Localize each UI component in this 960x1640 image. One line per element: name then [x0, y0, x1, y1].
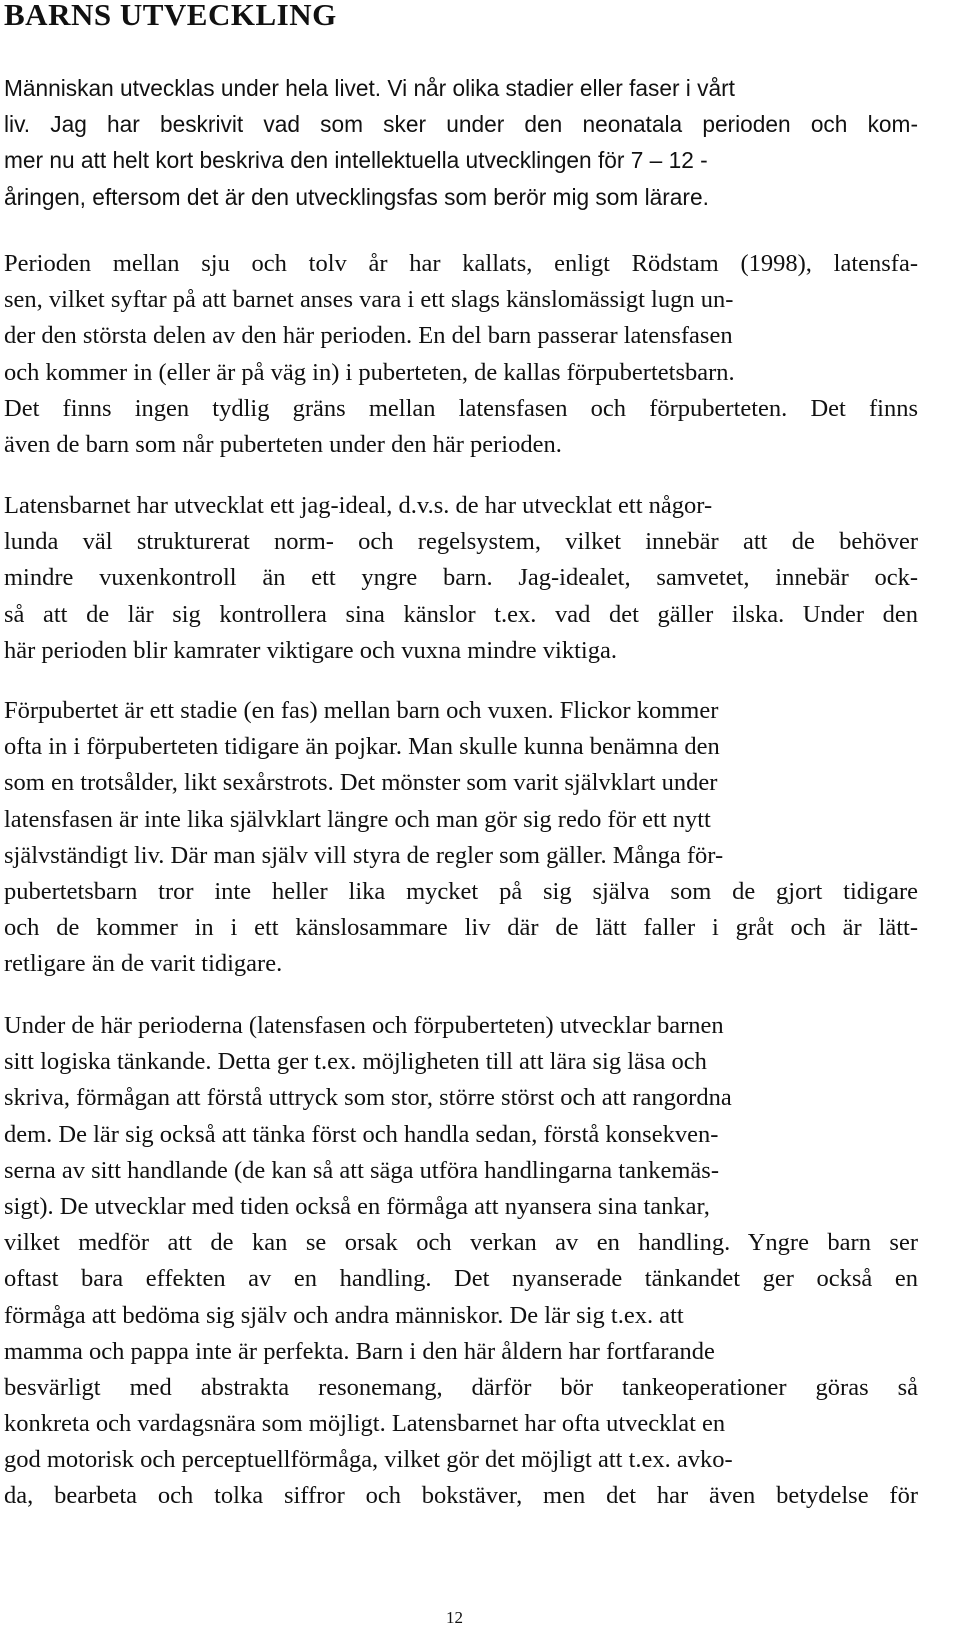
- paragraph-line: da, bearbeta och tolka siffror och bokstäver, men det har även betydelse för: [4, 1482, 918, 1510]
- paragraph-line: vilket medför att de kan se orsak och verkan av en handling. Yngre barn ser: [4, 1229, 918, 1257]
- paragraph-line: god motorisk och perceptuellförmåga, vilket gör det möjligt att t.ex. avko-: [4, 1446, 733, 1474]
- paragraph-line: Människan utvecklas under hela livet. Vi når olika stadier eller faser i vårt: [4, 75, 735, 101]
- paragraph-line: skriva, förmågan att förstå uttryck som stor, större störst och att rangordna: [4, 1084, 732, 1112]
- paragraph-line: oftast bara effekten av en handling. Det nyanserade tänkandet ger också en: [4, 1265, 918, 1293]
- paragraph-line: sitt logiska tänkande. Detta ger t.ex. möjligheten till att lära sig läsa och: [4, 1048, 707, 1076]
- paragraph-line: som en trotsålder, likt sexårstrots. Det mönster som varit självklart under: [4, 769, 718, 797]
- paragraph-line: Under de här perioderna (latensfasen och förpuberteten) utvecklar barnen: [4, 1012, 724, 1039]
- paragraph-line: även de barn som når puberteten under den här perioden.: [4, 430, 562, 458]
- paragraph-line: och de kommer in i ett känslosammare liv där de lätt faller i gråt och är lätt-: [4, 914, 918, 942]
- paragraph-line: Förpubertet är ett stadie (en fas) mellan barn och vuxen. Flickor kommer: [4, 697, 719, 724]
- paragraph-line: mer nu att helt kort beskriva den intellektuella utvecklingen för 7 – 12 -: [4, 147, 708, 174]
- paragraph-logical-thinking: [4, 1008, 918, 1515]
- paragraph-line: självständigt liv. Där man själv vill styra de regler som gäller. Många för-: [4, 841, 724, 869]
- paragraph-line: sen, vilket syftar på att barnet anses vara i ett slags känslomässigt lugn un-: [4, 286, 734, 314]
- paragraph-line: lunda väl strukturerat norm- och regelsystem, vilket innebär att de behöver: [4, 528, 918, 556]
- paragraph-line: pubertetsbarn tror inte heller lika mycket på sig själva som de gjort tidigare: [4, 877, 918, 905]
- paragraph-line: förmåga att bedöma sig själv och andra människor. De lär sig t.ex. att: [4, 1301, 684, 1329]
- paragraph-line: serna av sitt handlande (de kan så att säga utföra handlingarna tankemäs-: [4, 1156, 719, 1184]
- paragraph-prepuberty: [4, 693, 918, 983]
- paragraph-line: konkreta och vardagsnära som möjligt. Latensbarnet har ofta utvecklat en: [4, 1410, 726, 1438]
- paragraph-ego-ideal: [4, 488, 918, 669]
- paragraph-line: latensfasen är inte lika självklart längre och man gör sig redo för ett nytt: [4, 805, 711, 833]
- paragraph-line: der den största delen av den här perioden. En del barn passerar latensfasen: [4, 322, 733, 350]
- paragraph-line: mindre vuxenkontroll än ett yngre barn. Jag-idealet, samvetet, innebär ock-: [4, 564, 918, 592]
- paragraph-line: sigt). De utvecklar med tiden också en förmåga att nyansera sina tankar,: [4, 1192, 710, 1220]
- paragraph-line: Latensbarnet har utvecklat ett jag-ideal, d.v.s. de har utvecklat ett någor-: [4, 492, 713, 519]
- paragraph-line: så att de lär sig kontrollera sina känslor t.ex. vad det gäller ilska. Under den: [4, 600, 918, 628]
- paragraph-line: mamma och pappa inte är perfekta. Barn i den här åldern har fortfarande: [4, 1337, 715, 1365]
- paragraph-line: retligare än de varit tidigare.: [4, 950, 283, 978]
- paragraph-line: Perioden mellan sju och tolv år har kallats, enligt Rödstam (1998), latensfa-: [4, 250, 918, 277]
- paragraph-latency-period: [4, 246, 918, 463]
- paragraph-line: liv. Jag har beskrivit vad som sker under den neonatala perioden och kom-: [4, 111, 918, 138]
- paragraph-line: ofta in i förpuberteten tidigare än pojkar. Man skulle kunna benämna den: [4, 733, 720, 761]
- page-heading: BARNS UTVECKLING: [4, 0, 337, 32]
- paragraph-line: Det finns ingen tydlig gräns mellan latensfasen och förpuberteten. Det finns: [4, 394, 918, 422]
- paragraph-line: dem. De lär sig också att tänka först och handla sedan, förstå konsekven-: [4, 1120, 719, 1148]
- page-number: 12: [446, 1608, 463, 1627]
- paragraph-line: besvärligt med abstrakta resonemang, därför bör tankeoperationer göras så: [4, 1373, 918, 1401]
- paragraph-intro: [4, 70, 918, 215]
- paragraph-line: och kommer in (eller är på väg in) i puberteten, de kallas förpubertetsbarn.: [4, 358, 735, 386]
- paragraph-line: åringen, eftersom det är den utvecklingsfas som berör mig som lärare.: [4, 183, 709, 210]
- paragraph-line: här perioden blir kamrater viktigare och vuxna mindre viktiga.: [4, 636, 617, 664]
